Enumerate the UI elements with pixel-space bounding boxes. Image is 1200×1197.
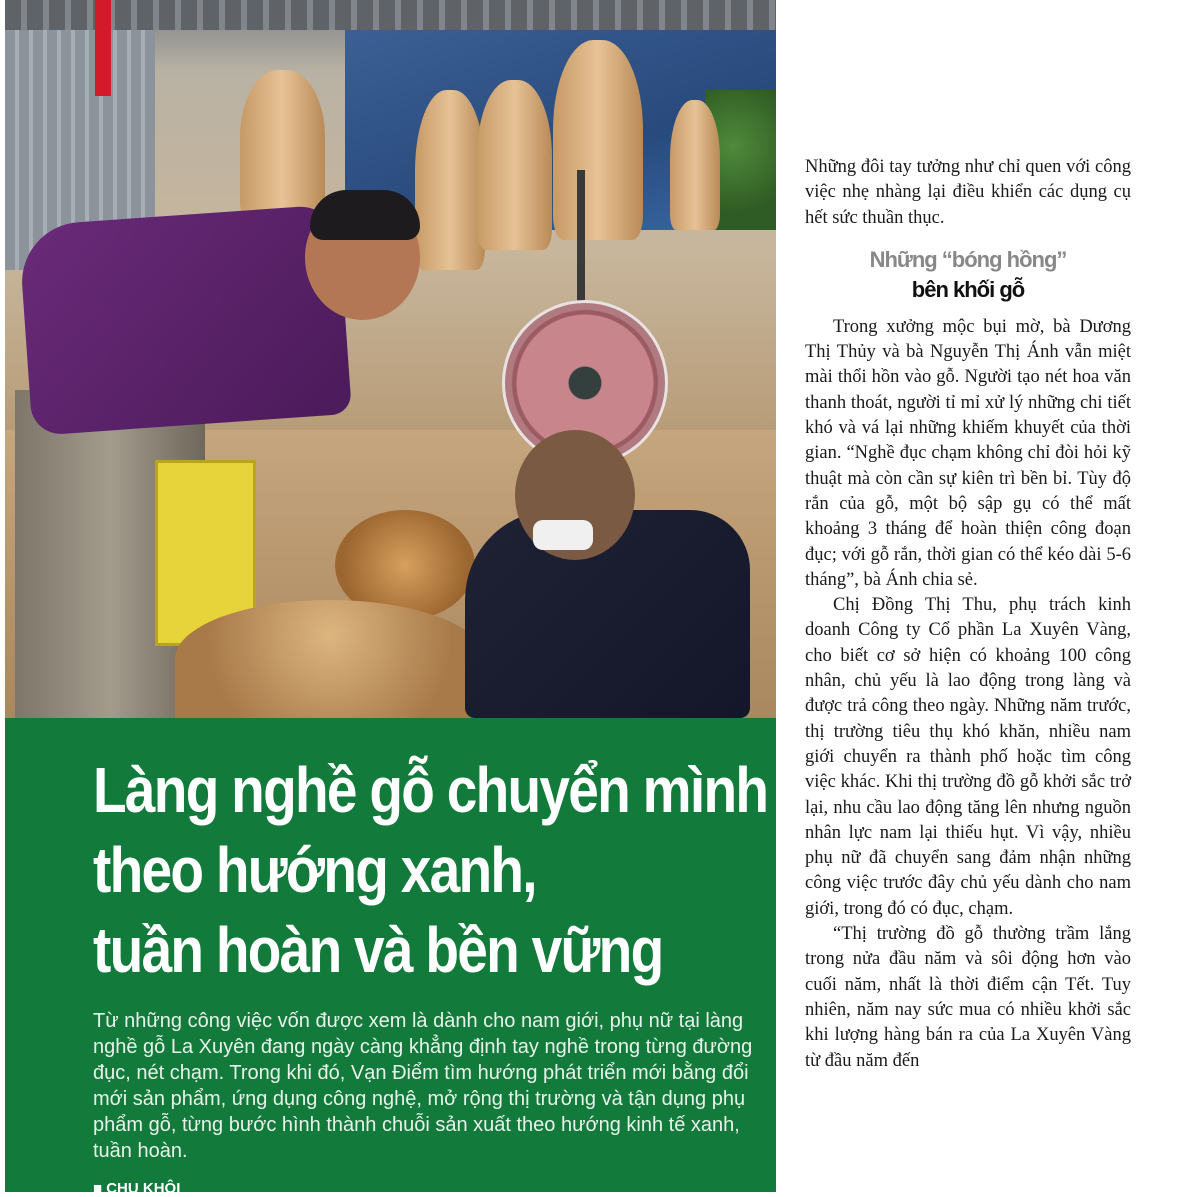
headline-line: tuần hoàn và bền vững — [93, 914, 663, 986]
headline-line: theo hướng xanh, — [93, 834, 536, 906]
photo-man-hair — [310, 190, 420, 240]
photo-man-shirt — [18, 204, 352, 436]
photo-roof — [5, 0, 776, 30]
photo-carving — [175, 600, 485, 718]
photo-statue — [670, 100, 720, 230]
body-paragraph: Chị Đồng Thị Thu, phụ trách kinh doanh Công ty Cổ phần La Xuyên Vàng, cho biết cơ sở hiện có khoảng 100 công nhân, chủ yếu là lao động trong làng và được trả công theo ngày. Những năm trước, thị trường tiêu thụ khó khăn, nhiều nam giới chuyển ra thành phố hoặc tìm công việc khác. Khi thị trường đồ gỗ khởi sắc trở lại, nhu cầu lao động tăng lên nhưng nguồn nhân lực nam lại thiếu hụt. Vì vậy, nhiều phụ nữ đã chuyển sang đảm nhận những công việc trước đây chủ yếu dành cho nam giới, trong đó có đục, chạm. — [805, 595, 1131, 919]
text-column — [805, 155, 1131, 1074]
article-headline — [93, 750, 768, 990]
body-paragraph: “Thị trường đồ gỗ thường trầm lắng trong nửa đầu năm và sôi động hơn vào cuối năm, nhất là thời điểm cận Tết. Tuy nhiên, năm nay sức mua có nhiều khởi sắc khi lượng hàng bán ra của La Xuyên Vàng từ đầu năm đến — [805, 924, 1131, 1071]
headline-panel — [5, 718, 776, 1197]
article-sapo: Từ những công việc vốn được xem là dành cho nam giới, phụ nữ tại làng nghề gỗ La Xuyên đang ngày càng khẳng định tay nghề trong từng đường đục, nét chạm. Trong khi đó, Vạn Điểm tìm hướng phát triển mới bằng đổi mới sản phẩm, ứng dụng công nghệ, mở rộng thị trường và tận dụng phụ phẩm gỗ, từng bước hình thành chuỗi sản xuất theo hướng kinh tế xanh, tuần hoàn. — [93, 1010, 753, 1162]
photo-statue — [553, 40, 643, 240]
photo-fan-pole — [577, 170, 585, 310]
section-subhead — [805, 245, 1131, 305]
article-photo — [5, 0, 776, 718]
photo-caption: Những đôi tay tưởng như chỉ quen với công việc nhẹ nhàng lại điều khiển các dụng cụ hết sức thuần thục. — [805, 157, 1131, 228]
subhead-line: Những “bóng hồng” — [869, 246, 1067, 272]
article-byline: ■ CHU KHÔI — [93, 1180, 181, 1197]
photo-statue — [415, 90, 485, 270]
photo-statue — [240, 70, 325, 220]
section-accent-bar — [95, 0, 111, 96]
photo-statue — [477, 80, 552, 250]
body-paragraph: Trong xưởng mộc bụi mờ, bà Dương Thị Thủy và bà Nguyễn Thị Ánh vẫn miệt mài thổi hồn vào gỗ. Người tạo nét hoa văn thanh thoát, người tỉ mỉ xử lý những chi tiết khó và vá lại những khiếm khuyết của thời gian. “Nghề đục chạm không chỉ đòi hỏi kỹ thuật mà còn cần sự kiên trì bền bỉ. Tùy độ rắn của gỗ, một bộ sập gụ có thể mất khoảng 3 tháng để hoàn thiện công đoạn đục; với gỗ rắn, thời gian có thể kéo dài 5-6 tháng”, bà Ánh chia sẻ. — [805, 316, 1131, 590]
subhead-line: bên khối gỗ — [911, 276, 1025, 302]
photo-woman-mask — [533, 520, 593, 550]
headline-line: Làng nghề gỗ chuyển mình — [93, 754, 768, 826]
